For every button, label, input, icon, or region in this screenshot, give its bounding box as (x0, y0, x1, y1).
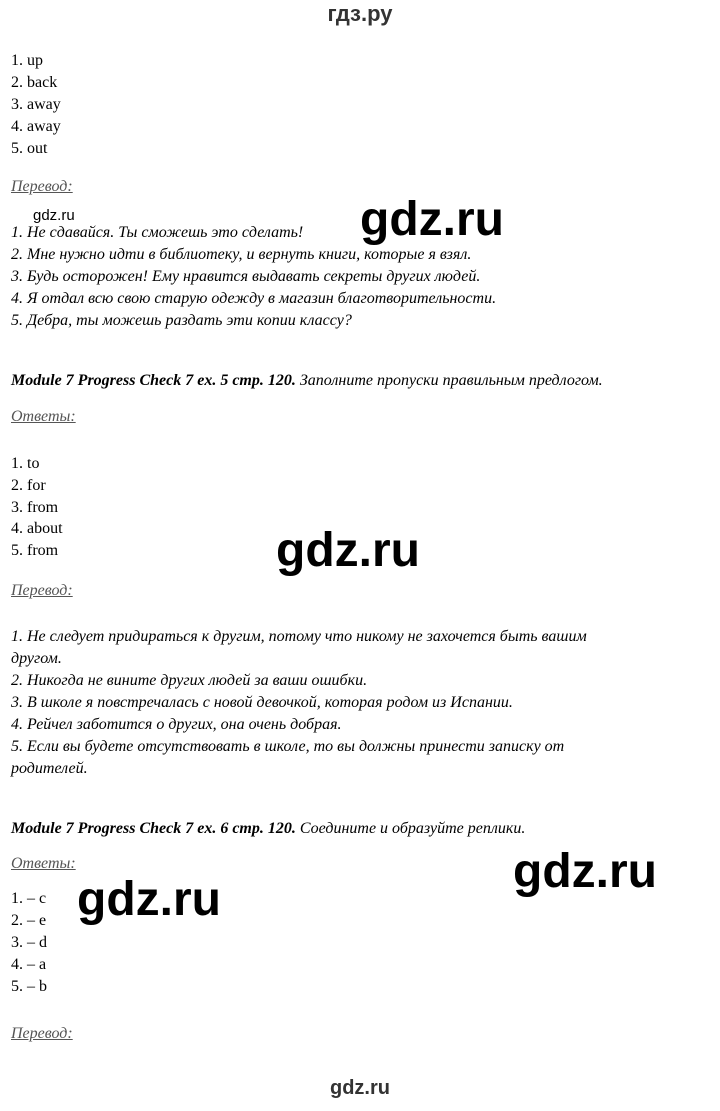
translation-line: 4. Рейчел заботится о других, она очень добрая. (11, 716, 342, 733)
watermark-small: gdz.ru (33, 207, 75, 224)
answer-item: 4. – a (11, 956, 47, 973)
site-header: гдз.ру (327, 1, 393, 26)
answer-item: 5. from (11, 542, 59, 559)
translation-line: 3. Будь осторожен! Ему нравится выдавать секреты других людей. (11, 268, 481, 285)
translation-line: 5. Если вы будете отсутствовать в школе, то вы должны принести записку от (11, 738, 565, 755)
answer-item: 3. away (11, 96, 61, 113)
answer-item: 5. out (11, 140, 48, 157)
answer-item: 2. for (11, 477, 46, 494)
answer-item: 1. – c (11, 890, 47, 907)
watermark: gdz.ru (360, 193, 504, 246)
exercise-task: Соедините и образуйте реплики. (295, 820, 526, 837)
translation-line: 2. Никогда не вините других людей за ваши ошибки. (11, 672, 368, 689)
exercise-reference: Module 7 Progress Check 7 ex. 6 стр. 120. (11, 820, 296, 837)
watermark: gdz.ru (77, 873, 221, 926)
answer-item: 1. to (11, 455, 40, 472)
watermark: gdz.ru (513, 845, 657, 898)
translation-line: 2. Мне нужно идти в библиотеку, и вернуть книги, которые я взял. (11, 246, 472, 263)
translation-line: 1. Не сдавайся. Ты сможешь это сделать! (11, 224, 304, 241)
section2-heading (11, 372, 603, 390)
exercise-reference: Module 7 Progress Check 7 ex. 5 стр. 120. (11, 372, 296, 389)
watermark: gdz.ru (276, 524, 420, 577)
answer-item: 4. away (11, 118, 61, 135)
translation-line: 4. Я отдал всю свою старую одежду в магазин благотворительности. (11, 290, 497, 307)
answers-label: Ответы: (11, 855, 76, 872)
translation-line: 3. В школе я повстречалась с новой девочкой, которая родом из Испании. (11, 694, 513, 711)
exercise-task: Заполните пропуски правильным предлогом. (295, 372, 603, 389)
translation-label: Перевод: (11, 178, 73, 195)
answer-item: 5. – b (11, 978, 47, 995)
translation-line: 1. Не следует придираться к другим, потому что никому не захочется быть вашим (11, 628, 587, 645)
translation-label: Перевод: (11, 582, 73, 599)
translation-line: другом. (11, 650, 62, 667)
answer-item: 1. up (11, 52, 43, 69)
translation-label: Перевод: (11, 1025, 73, 1042)
site-footer: gdz.ru (330, 1077, 390, 1099)
answer-item: 2. – e (11, 912, 47, 929)
translation-line: родителей. (11, 760, 88, 777)
answer-item: 2. back (11, 74, 58, 91)
translation-line: 5. Дебра, ты можешь раздать эти копии классу? (11, 312, 352, 329)
answers-label: Ответы: (11, 408, 76, 425)
answer-item: 3. – d (11, 934, 47, 951)
answer-item: 3. from (11, 499, 59, 516)
answer-item: 4. about (11, 520, 63, 537)
section3-heading (11, 820, 525, 838)
